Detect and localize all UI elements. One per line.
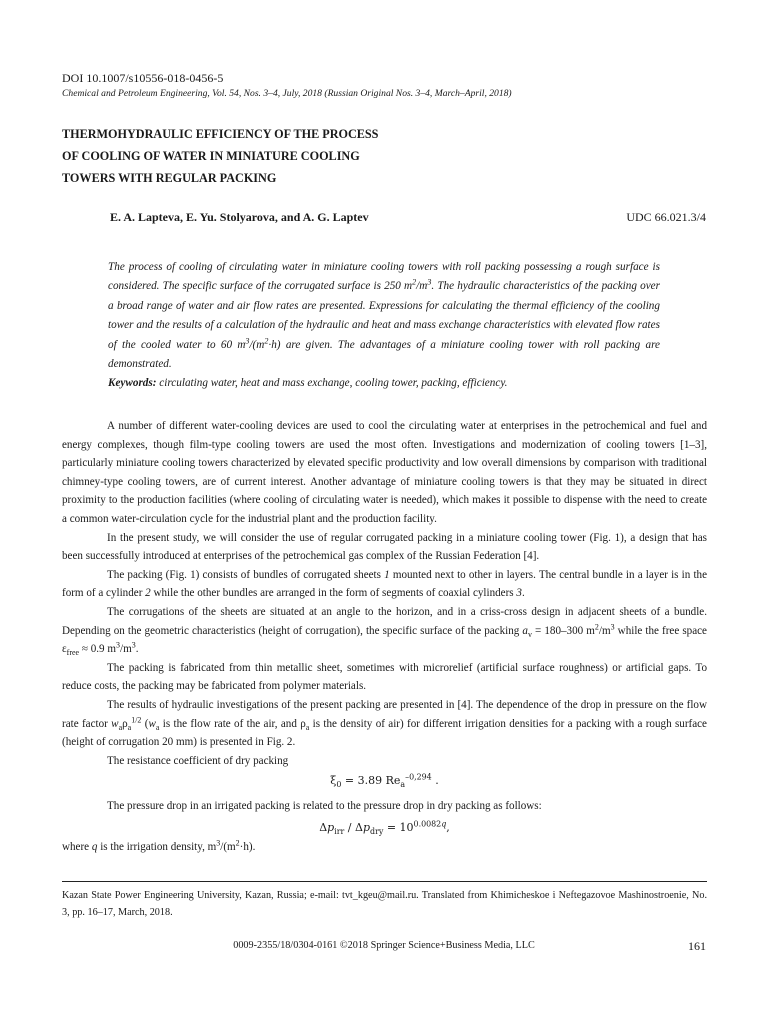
journal-citation: Chemical and Petroleum Engineering, Vol. 54, Nos. 3–4, July, 2018 (Russian Original Nos. 3–4, March–April, 2018)	[62, 88, 512, 99]
title-line: OF COOLING OF WATER IN MINIATURE COOLING	[62, 149, 360, 163]
paragraph: The packing is fabricated from thin metallic sheet, sometimes with microrelief (artificial surface roughness) or artificial gaps. To reduce costs, the packing may be fabricated from polymer materials.	[62, 661, 707, 693]
footnote: Kazan State Power Engineering University, Kazan, Russia; e-mail: tvt_kgeu@mail.ru. Translated from Khimicheskoe i Neftegazovoe Mashinostroenie, No. 3, pp. 16–17, March, 2018.	[62, 890, 707, 918]
paragraph: The corrugations of the sheets are situated at an angle to the horizon, and in a criss-cross design in adjacent sheets of a bundle. Depending on the geometric characteristics (height of corrugation), the specific surface of the packing $a_v = 180-300$ $m^2/m^3$ while the free space $\varepsilon_{free} \approx 0.9$ $m^3/m^3$.	[62, 605, 707, 658]
paragraph: The results of hydraulic investigations of the present packing are presented in [4]. The dependence of the drop in pressure on the flow rate factor $w_a\rho_a^{1/2}$ ($w_a$ is the flow rate of the air, and $\rho_a$ is the density of air) for different irrigation densities for a packing with a rough surface (height of corrugation 20 mm) is presented in Fig. 2.	[62, 698, 707, 749]
abstract	[108, 258, 660, 394]
paragraph: The resistance coefficient of dry packing	[107, 754, 289, 767]
doi: DOI 10.1007/s10556-018-0456-5	[62, 71, 224, 85]
footnote-divider	[62, 881, 707, 882]
page-number: 161	[688, 939, 706, 953]
paragraph: where q is the irrigation density, $m^3/(m^2\cdot h)$.	[62, 838, 256, 854]
equation-1: $\xi_0 = 3.89$ $Re_a^{-0,294}$ .	[330, 772, 439, 790]
paper-title	[62, 123, 482, 189]
paragraph: The packing (Fig. 1) consists of bundles of corrugated sheets 1 mounted next to other in layers. The central bundle in a layer is in the form of a cylinder 2 while the other bundles are arranged in the form of segments of coaxial cylinders 3.	[62, 568, 707, 600]
authors: E. A. Lapteva, E. Yu. Stolyarova, and A. G. Laptev	[110, 210, 369, 224]
paragraph: In the present study, we will consider the use of regular corrugated packing in a miniature cooling tower (Fig. 1), a design that has been successfully introduced at enterprises of the petrochemical gas complex of the Russian Federation [4].	[62, 531, 707, 563]
title-line: TOWERS WITH REGULAR PACKING	[62, 171, 277, 185]
udc-code: UDC 66.021.3/4	[626, 210, 706, 224]
keywords-label: Keywords:	[108, 377, 157, 390]
abstract-text: The process of cooling of circulating water in miniature cooling towers with roll packing possessing a rough surface is considered. The specific surface of the corrugated surface is 250 $m^2/m^3$. The hydraulic characteristics of the packing over a broad range of water and air flow rates are presented. Expressions for calculating the thermal efficiency of the cooling tower and the results of a calculation of the hydraulic and heat and mass exchange characteristics with elevated flow rates of the cooled water to 60 $m^3/(m^2\cdot h)$ are given. The advantages of a miniature cooling tower with roll packing are demonstrated.	[108, 261, 661, 371]
copyright-imprint: 0009-2355/18/0304-0161 ©2018 Springer Science+Business Media, LLC	[233, 940, 535, 951]
title-line: THERMOHYDRAULIC EFFICIENCY OF THE PROCESS	[62, 127, 379, 141]
body-text	[62, 417, 707, 857]
keywords: Keywords: circulating water, heat and mass exchange, cooling tower, packing, efficiency.	[108, 377, 508, 390]
paragraph: A number of different water-cooling devices are used to cool the circulating water at enterprises in the petrochemical and fuel and energy complexes, though film-type cooling towers are used the most often. Investigations and modernization of cooling towers [1–3], particularly miniature cooling towers characterized by elevated specific productivity and low overall dimensions by comparison with traditional chimney-type cooling towers, are of current interest. Another advantage of miniature cooling towers is that they may be situated in direct proximity to the production facilities (where cooling of circulating water is needed), which makes it possible to dispense with the need to create a common water-circulation cycle for the industrial plant and the production facility.	[62, 420, 707, 525]
paragraph: The pressure drop in an irrigated packing is related to the pressure drop in dry packing as follows:	[107, 799, 542, 812]
equation-2: $\Delta p_{irr} / \Delta p_{dry} = 10^{0.0082q}$,	[319, 819, 450, 837]
